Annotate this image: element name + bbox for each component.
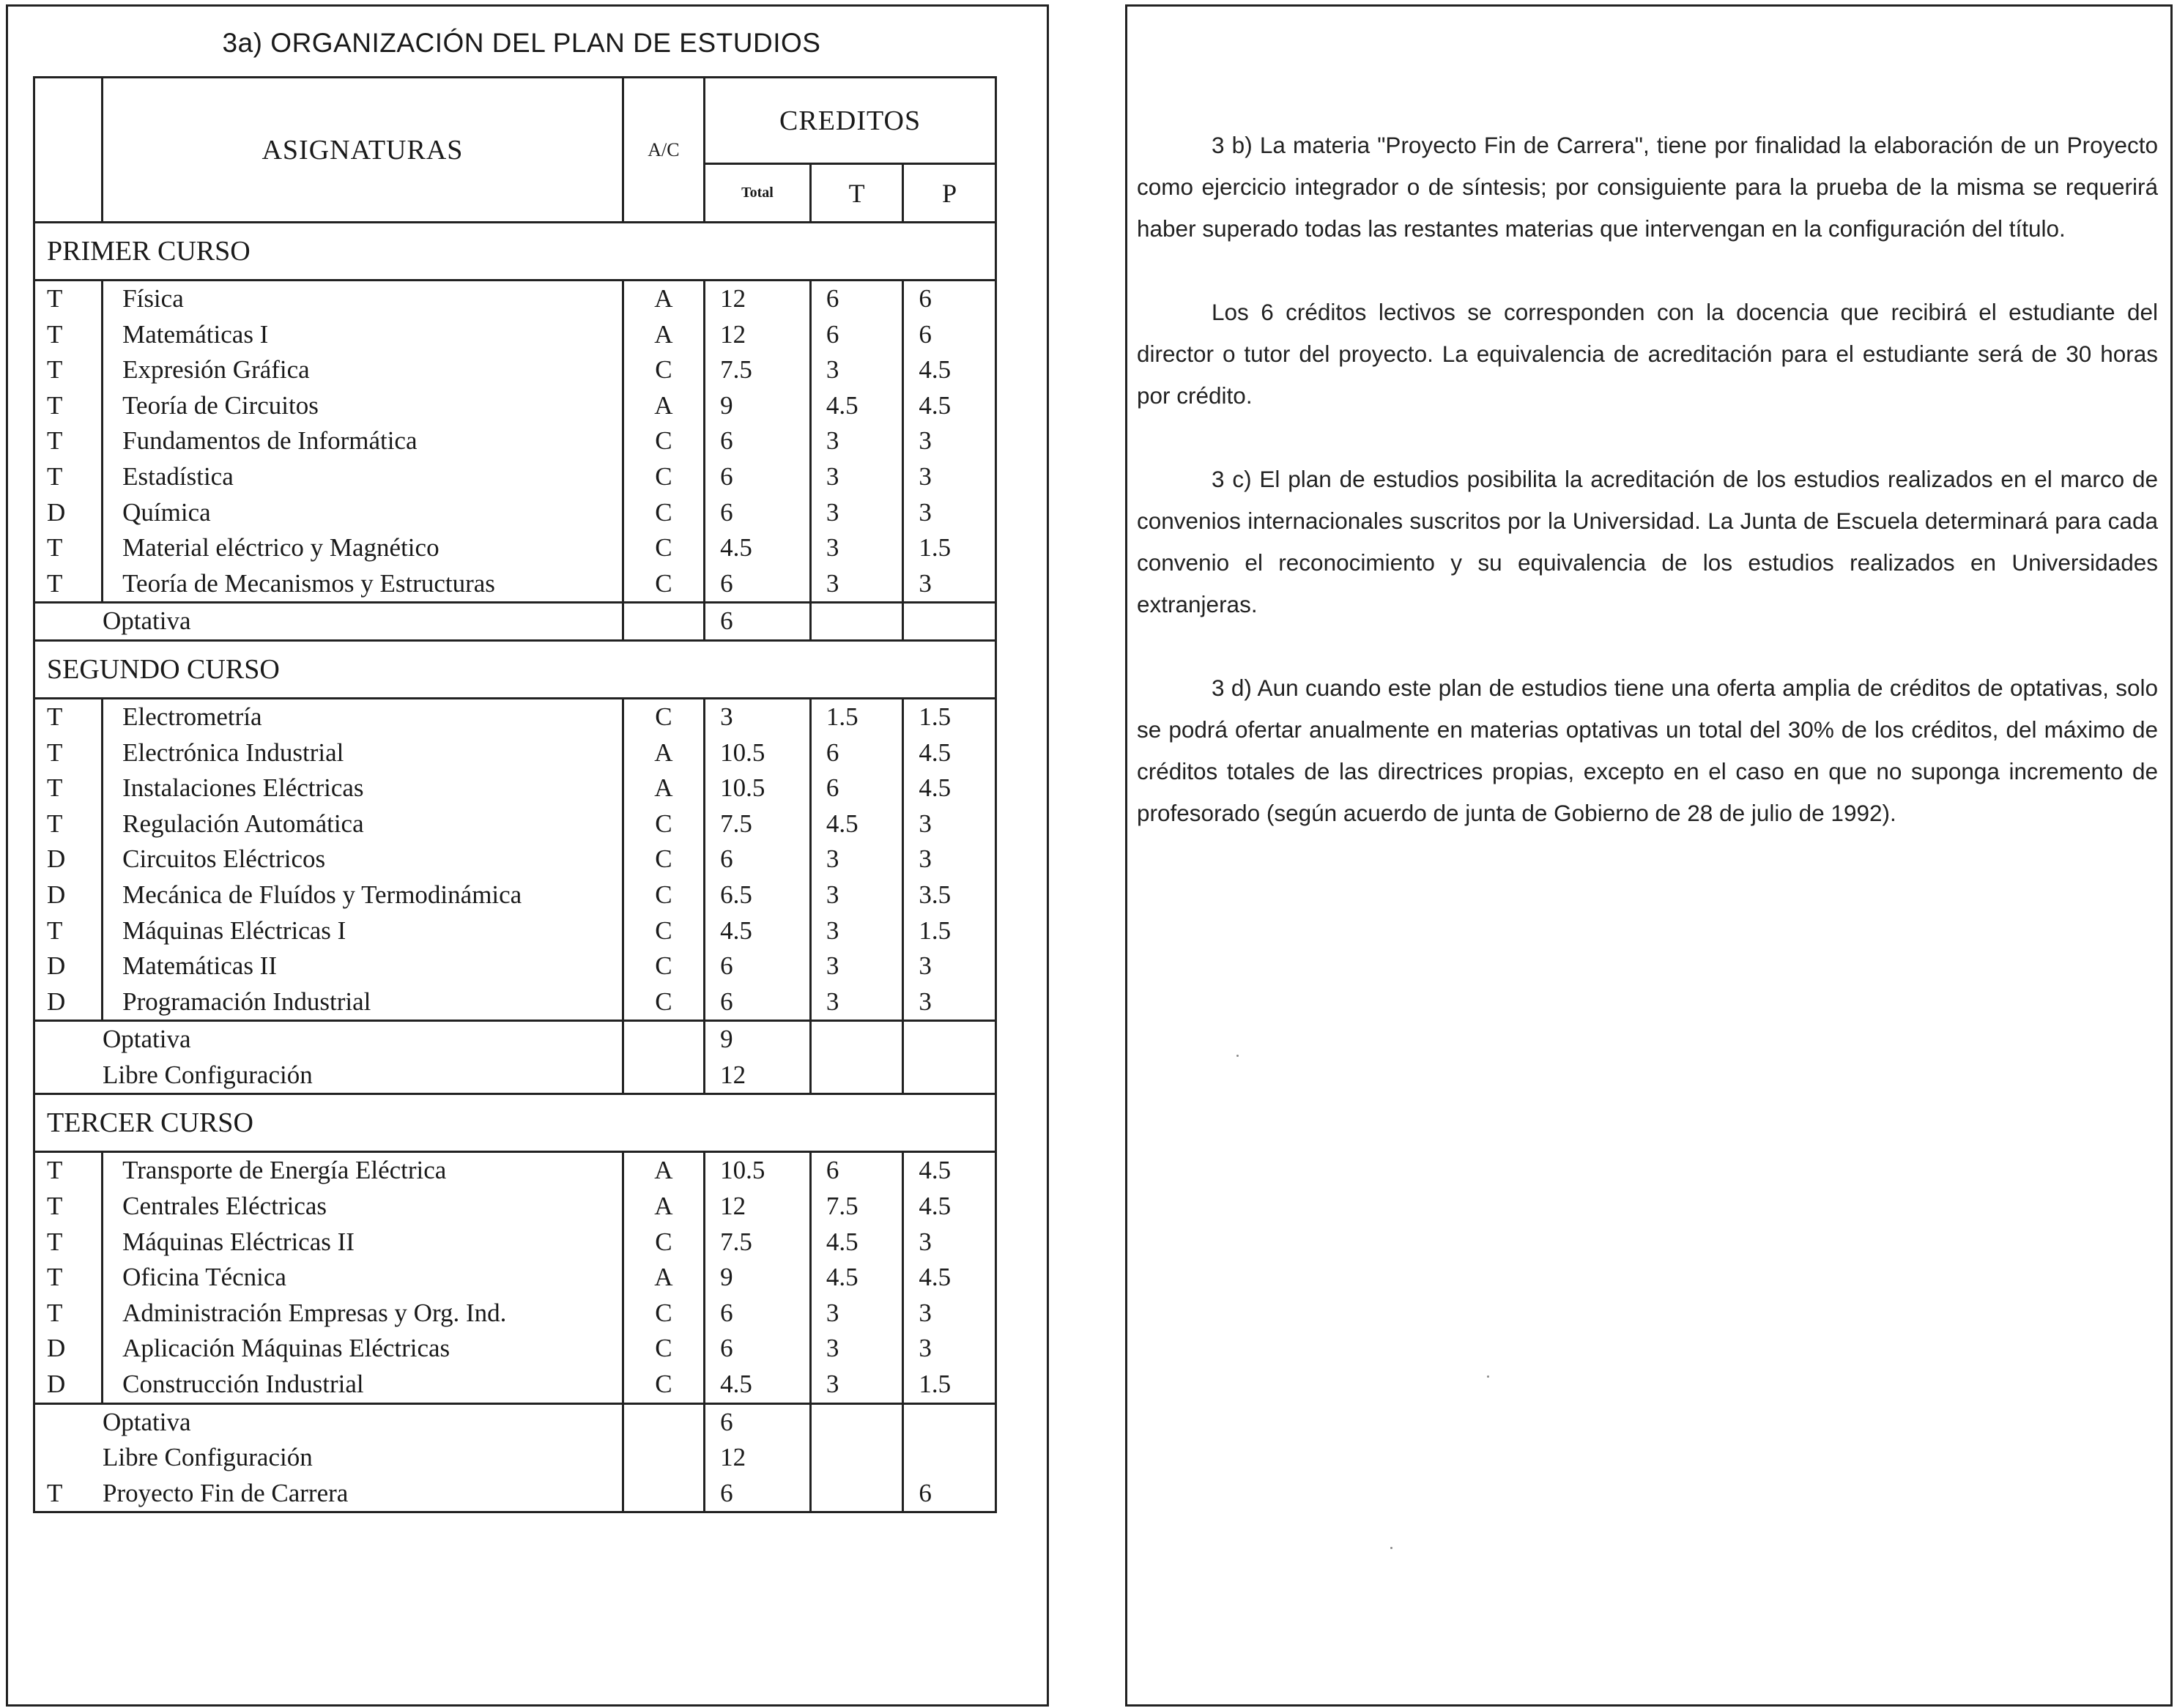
subject-name: Estadística — [122, 461, 234, 491]
extras-ac-empty — [623, 1021, 704, 1094]
credits-p: 3 — [919, 987, 932, 1016]
credits-total: 12 — [720, 319, 746, 349]
extra-name: Optativa — [103, 1407, 191, 1436]
study-plan-table — [33, 76, 997, 1513]
subject-ac: C — [655, 880, 672, 909]
credits-t: 6 — [826, 1156, 839, 1185]
subject-name: Oficina Técnica — [122, 1263, 286, 1292]
credits-total: 7.5 — [720, 355, 752, 385]
subject-ac: A — [654, 738, 673, 767]
credits-t: 3 — [826, 568, 839, 598]
plan-title: 3a) ORGANIZACIÓN DEL PLAN DE ESTUDIOS — [222, 28, 821, 58]
subject-ac: A — [654, 1263, 673, 1292]
credits-t: 3 — [826, 844, 839, 874]
credits-total: 9 — [720, 1263, 733, 1292]
credits-p: 4.5 — [919, 390, 952, 420]
credits-t: 1.5 — [826, 702, 858, 731]
subject-name: Teoría de Circuitos — [122, 390, 319, 420]
credits-total: 6 — [720, 1334, 733, 1363]
credits-p: 6 — [919, 284, 932, 313]
extra-t-column — [810, 1021, 903, 1094]
subject-name: Centrales Eléctricas — [122, 1192, 327, 1221]
extra-p-column — [903, 603, 996, 641]
extra-p-column — [903, 1403, 996, 1512]
credits-p-column — [903, 1152, 996, 1403]
credits-p-column — [903, 281, 996, 603]
credits-t: 6 — [826, 284, 839, 313]
curso-heading: SEGUNDO CURSO — [34, 640, 996, 698]
subject-ac: C — [655, 1370, 672, 1399]
subject-type: D — [47, 951, 66, 981]
credits-p: 4.5 — [919, 1156, 952, 1185]
subject-ac: C — [655, 568, 672, 598]
subject-ac: C — [655, 426, 672, 456]
extra-total-column — [705, 1021, 811, 1094]
extra-name: Libre Configuración — [103, 1443, 313, 1472]
subject-name: Matemáticas II — [122, 951, 277, 981]
extra-t — [826, 1405, 902, 1441]
subject-name: Expresión Gráfica — [122, 355, 310, 385]
credits-total: 6 — [720, 987, 733, 1016]
subject-name: Física — [122, 284, 184, 313]
credits-t: 3 — [826, 426, 839, 456]
credits-total: 12 — [720, 1192, 746, 1221]
extra-t — [826, 1476, 902, 1512]
credits-total: 9 — [720, 390, 733, 420]
subject-ac: A — [654, 319, 673, 349]
subject-type: T — [47, 738, 63, 767]
credits-total: 6 — [720, 951, 733, 981]
credits-t: 7.5 — [826, 1192, 858, 1221]
subject-type: D — [47, 1370, 66, 1399]
curso-heading: TERCER CURSO — [34, 1094, 996, 1152]
credits-p: 1.5 — [919, 702, 952, 731]
credits-t: 4.5 — [826, 1263, 858, 1292]
credits-p: 3 — [919, 844, 932, 874]
credits-total: 4.5 — [720, 1370, 752, 1399]
subject-ac: C — [655, 355, 672, 385]
credits-p: 6 — [919, 319, 932, 349]
subject-name: Aplicación Máquinas Eléctricas — [122, 1334, 450, 1363]
credits-p: 1.5 — [919, 916, 952, 945]
credits-p: 4.5 — [919, 1263, 952, 1292]
subject-type: T — [47, 916, 63, 945]
extra-t — [826, 1022, 902, 1058]
subject-ac: C — [655, 533, 672, 562]
credits-t-column — [810, 698, 903, 1020]
credits-total: 10.5 — [720, 738, 765, 767]
subject-ac: C — [655, 916, 672, 945]
header-t: T — [810, 164, 903, 223]
scan-speck — [1236, 1055, 1239, 1057]
extras-label-column — [34, 1403, 623, 1512]
scan-speck — [1390, 1547, 1392, 1549]
subject-ac: C — [655, 1334, 672, 1363]
extra-p — [919, 604, 995, 639]
subject-type: D — [47, 880, 66, 909]
subject-type: T — [47, 1263, 63, 1292]
subject-type: T — [47, 461, 63, 491]
subject-type-column — [34, 698, 103, 1020]
subject-ac: C — [655, 844, 672, 874]
subject-ac: C — [655, 497, 672, 527]
credits-t-column — [810, 281, 903, 603]
credits-p: 3 — [919, 497, 932, 527]
subject-type: T — [47, 533, 63, 562]
credits-t: 3 — [826, 355, 839, 385]
subject-ac: C — [655, 461, 672, 491]
extra-t — [826, 604, 902, 639]
subject-type: T — [47, 568, 63, 598]
credits-t: 3 — [826, 951, 839, 981]
extra-p: 6 — [919, 1478, 932, 1507]
subject-name: Regulación Automática — [122, 809, 364, 838]
subject-ac: C — [655, 809, 672, 838]
credits-t: 6 — [826, 319, 839, 349]
header-asignaturas: ASIGNATURAS — [103, 78, 623, 223]
subject-type: T — [47, 773, 63, 803]
subject-name: Circuitos Eléctricos — [122, 844, 326, 874]
subject-ac: A — [654, 284, 673, 313]
note-3b: 3 b) La materia "Proyecto Fin de Carrera", tiene por finalidad la elaboración de un Proyecto como ejercicio integrador o de síntesis; por consiguiente para la prueba de la misma se requerirá haber superado todas las restantes materias que intervengan en la configuración del título. — [1137, 132, 2158, 242]
scan-speck — [1487, 1375, 1489, 1378]
subject-ac: A — [654, 390, 673, 420]
credits-t: 3 — [826, 1370, 839, 1399]
credits-total-column — [705, 1152, 811, 1403]
note-3c: 3 c) El plan de estudios posibilita la acreditación de los estudios realizados en el marco de convenios internacionales suscritos por la Universidad. La Junta de Escuela determinará para cada convenio el reconocimiento y su equivalencia de los estudios realizados en Universidades extranjeras. — [1137, 466, 2158, 617]
subject-ac: C — [655, 951, 672, 981]
subject-ac-column — [623, 281, 704, 603]
subject-type: T — [47, 390, 63, 420]
subject-ac: C — [655, 1298, 672, 1327]
subject-name: Máquinas Eléctricas II — [122, 1227, 355, 1256]
credits-p: 3 — [919, 1298, 932, 1327]
extras-label-column — [34, 603, 623, 641]
credits-total: 4.5 — [720, 916, 752, 945]
credits-t: 3 — [826, 461, 839, 491]
subject-name: Fundamentos de Informática — [122, 426, 418, 456]
subject-type: D — [47, 497, 66, 527]
credits-total: 10.5 — [720, 1156, 765, 1185]
header-type-col — [34, 78, 103, 223]
credits-t: 3 — [826, 1334, 839, 1363]
extra-t-column — [810, 1403, 903, 1512]
subject-type-column — [34, 281, 103, 603]
extra-total: 6 — [720, 1407, 733, 1436]
subject-ac-column — [623, 1152, 704, 1403]
subject-type: D — [47, 987, 66, 1016]
extra-p — [919, 1022, 995, 1058]
study-plan-body — [34, 78, 996, 1512]
credits-p: 3 — [919, 426, 932, 456]
credits-p: 4.5 — [919, 355, 952, 385]
credits-t: 4.5 — [826, 390, 858, 420]
extra-total: 12 — [720, 1443, 746, 1472]
extra-p — [919, 1405, 995, 1441]
subject-type: T — [47, 1227, 63, 1256]
subject-type-column — [34, 1152, 103, 1403]
extra-name: Optativa — [103, 1025, 191, 1054]
subject-type: T — [47, 426, 63, 456]
subject-name: Programación Industrial — [122, 987, 371, 1016]
header-total: Total — [705, 164, 811, 223]
credits-t: 6 — [826, 773, 839, 803]
extra-p — [919, 1058, 995, 1094]
subject-name: Administración Empresas y Org. Ind. — [122, 1298, 507, 1327]
subject-type: T — [47, 284, 63, 313]
extra-total-column — [705, 1403, 811, 1512]
credits-total: 12 — [720, 284, 746, 313]
subject-name: Mecánica de Fluídos y Termodinámica — [122, 880, 522, 909]
subject-ac: A — [654, 773, 673, 803]
credits-p: 3 — [919, 568, 932, 598]
subject-type: D — [47, 844, 66, 874]
credits-p-column — [903, 698, 996, 1020]
note-credits: Los 6 créditos lectivos se corresponden con la docencia que recibirá el estudiante del director o tutor del proyecto. La equivalencia de acreditación para el estudiante será de 30 horas por crédito. — [1137, 299, 2158, 409]
subject-name-column — [103, 1152, 623, 1403]
extra-total-column — [705, 603, 811, 641]
credits-total: 6 — [720, 497, 733, 527]
subject-ac: C — [655, 702, 672, 731]
credits-t: 3 — [826, 916, 839, 945]
subject-name: Teoría de Mecanismos y Estructuras — [122, 568, 495, 598]
subject-ac: A — [654, 1156, 673, 1185]
credits-t: 3 — [826, 880, 839, 909]
credits-t: 3 — [826, 987, 839, 1016]
credits-total-column — [705, 281, 811, 603]
credits-total: 6 — [720, 1298, 733, 1327]
extra-row-label — [47, 1440, 622, 1476]
subject-type: T — [47, 319, 63, 349]
credits-total: 6 — [720, 426, 733, 456]
subject-name: Electrometría — [122, 702, 262, 731]
credits-total: 6 — [720, 461, 733, 491]
credits-p: 3 — [919, 1334, 932, 1363]
credits-t-column — [810, 1152, 903, 1403]
credits-total: 6 — [720, 844, 733, 874]
credits-p: 3 — [919, 951, 932, 981]
extra-total: 12 — [720, 1060, 746, 1089]
header-creditos: CREDITOS — [705, 78, 996, 164]
credits-t: 6 — [826, 738, 839, 767]
extra-row-label — [47, 1476, 622, 1512]
subject-type: T — [47, 702, 63, 731]
extra-t — [826, 1058, 902, 1094]
extras-ac-empty — [623, 1403, 704, 1512]
credits-t: 3 — [826, 497, 839, 527]
extra-p — [919, 1440, 995, 1476]
credits-p: 3 — [919, 809, 932, 838]
credits-total: 6.5 — [720, 880, 752, 909]
credits-p: 1.5 — [919, 1370, 952, 1399]
credits-p: 3.5 — [919, 880, 952, 909]
credits-t: 3 — [826, 533, 839, 562]
subject-ac-column — [623, 698, 704, 1020]
extra-name: Libre Configuración — [103, 1060, 313, 1089]
subject-ac: A — [654, 1192, 673, 1221]
credits-total: 7.5 — [720, 1227, 752, 1256]
subject-name-column — [103, 281, 623, 603]
header-p: P — [903, 164, 996, 223]
subject-type: T — [47, 355, 63, 385]
extra-row-label — [47, 1058, 622, 1094]
subject-type: T — [47, 1298, 63, 1327]
subject-type: T — [47, 1192, 63, 1221]
subject-name: Transporte de Energía Eléctrica — [122, 1156, 447, 1185]
extras-ac-empty — [623, 603, 704, 641]
note-3d: 3 d) Aun cuando este plan de estudios tiene una oferta amplia de créditos de optativas, solo se podrá ofertar anualmente en materias optativas un total del 30% de los créditos, del máximo de créditos totales de las directrices propias, excepto en el caso en que no suponga incremento de profesorado (según acuerdo de junta de Gobierno de 28 de julio de 1992). — [1137, 675, 2158, 826]
subject-type: T — [47, 809, 63, 838]
subject-name: Construcción Industrial — [122, 1370, 364, 1399]
credits-p: 1.5 — [919, 533, 952, 562]
credits-t: 4.5 — [826, 809, 858, 838]
extra-name: Proyecto Fin de Carrera — [103, 1478, 349, 1507]
subject-name: Matemáticas I — [122, 319, 269, 349]
extras-label-column — [34, 1021, 623, 1094]
credits-total: 7.5 — [720, 809, 752, 838]
credits-t: 4.5 — [826, 1227, 858, 1256]
credits-p: 3 — [919, 1227, 932, 1256]
subject-name: Instalaciones Eléctricas — [122, 773, 364, 803]
extra-row-label — [47, 1022, 622, 1058]
extra-t — [826, 1440, 902, 1476]
credits-t: 3 — [826, 1298, 839, 1327]
subject-type: T — [47, 1156, 63, 1185]
subject-ac: C — [655, 1227, 672, 1256]
notes-text — [1137, 125, 2158, 876]
extra-total: 6 — [720, 606, 733, 636]
credits-p: 3 — [919, 461, 932, 491]
credits-total-column — [705, 698, 811, 1020]
subject-name-column — [103, 698, 623, 1020]
curso-heading: PRIMER CURSO — [34, 223, 996, 281]
extra-row-label — [47, 1405, 622, 1441]
extra-row-label — [47, 604, 622, 639]
subject-name: Química — [122, 497, 211, 527]
header-ac: A/C — [623, 78, 704, 223]
credits-p: 4.5 — [919, 773, 952, 803]
subject-type: D — [47, 1334, 66, 1363]
subject-name: Material eléctrico y Magnético — [122, 533, 440, 562]
extra-name: Optativa — [103, 606, 191, 636]
subject-name: Máquinas Eléctricas I — [122, 916, 346, 945]
credits-p: 4.5 — [919, 738, 952, 767]
subject-ac: C — [655, 987, 672, 1016]
extra-total: 6 — [720, 1478, 733, 1507]
subject-name: Electrónica Industrial — [122, 738, 344, 767]
extra-p-column — [903, 1021, 996, 1094]
credits-total: 6 — [720, 568, 733, 598]
credits-total: 4.5 — [720, 533, 752, 562]
credits-p: 4.5 — [919, 1192, 952, 1221]
extra-total: 9 — [720, 1025, 733, 1054]
credits-total: 10.5 — [720, 773, 765, 803]
extra-t-column — [810, 603, 903, 641]
credits-total: 3 — [720, 702, 733, 731]
extra-type: T — [47, 1478, 63, 1507]
